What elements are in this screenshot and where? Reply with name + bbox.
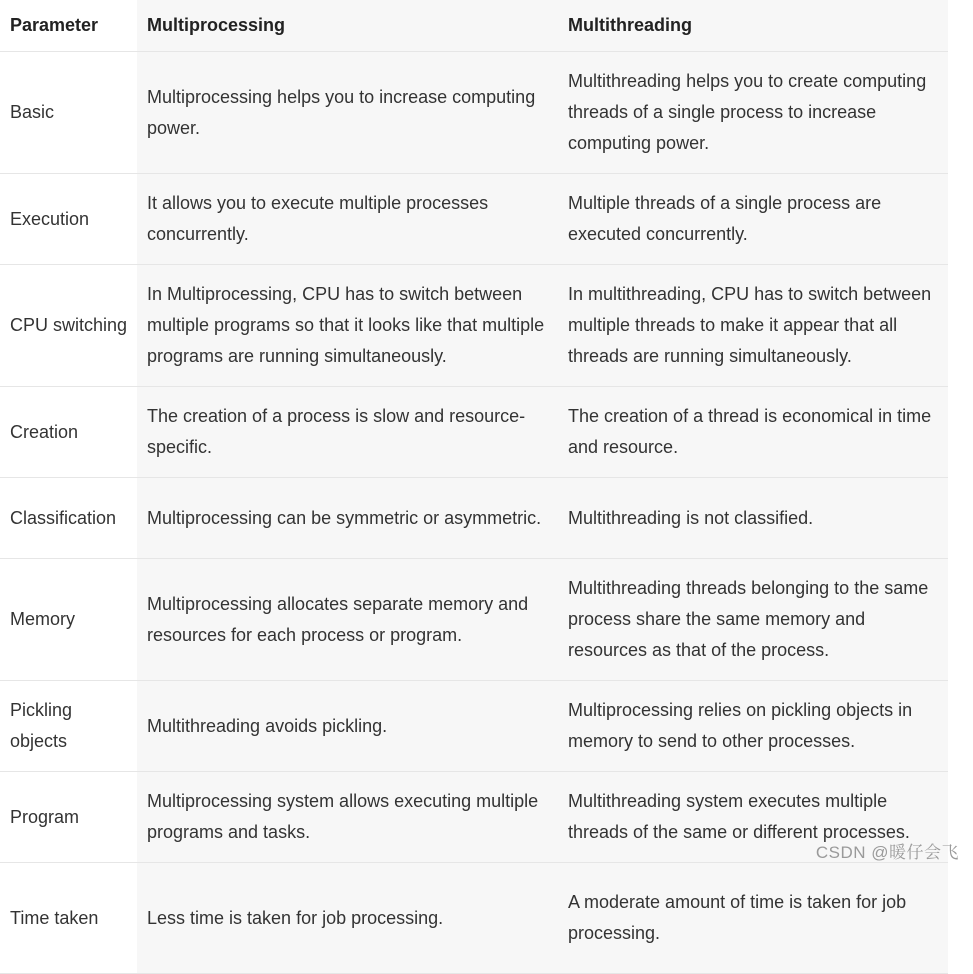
cell-parameter: Memory [0, 559, 137, 681]
cell-multithreading: In multithreading, CPU has to switch between multiple threads to make it appear that all threads are running simultaneously. [558, 265, 948, 387]
header-multiprocessing: Multiprocessing [137, 0, 558, 52]
cell-multiprocessing: In Multiprocessing, CPU has to switch between multiple programs so that it looks like that multiple programs are running simultaneously. [137, 265, 558, 387]
cell-multithreading: Multiple threads of a single process are executed concurrently. [558, 174, 948, 265]
cell-parameter: Creation [0, 387, 137, 478]
table-row [0, 681, 948, 772]
cell-multiprocessing: It allows you to execute multiple processes concurrently. [137, 174, 558, 265]
header-parameter: Parameter [0, 0, 137, 52]
table-header [0, 0, 948, 52]
cell-multiprocessing: Multiprocessing allocates separate memory and resources for each process or program. [137, 559, 558, 681]
watermark: CSDN @暖仔会飞 [815, 843, 959, 862]
cell-multiprocessing: Less time is taken for job processing. [137, 863, 558, 974]
cell-multiprocessing: Multithreading avoids pickling. [137, 681, 558, 772]
cell-parameter: Pickling objects [0, 681, 137, 772]
cell-multithreading: Multithreading is not classified. [558, 478, 948, 559]
table-row [0, 174, 948, 265]
table-row [0, 265, 948, 387]
table-row [0, 478, 948, 559]
header-row [0, 0, 948, 52]
table-row [0, 863, 948, 974]
table-row [0, 772, 948, 863]
cell-parameter: Execution [0, 174, 137, 265]
cell-multithreading: Multithreading threads belonging to the same process share the same memory and resources as that of the process. [558, 559, 948, 681]
cell-parameter: Program [0, 772, 137, 863]
table-body [0, 52, 948, 974]
cell-parameter: Classification [0, 478, 137, 559]
cell-multithreading: Multithreading system executes multiple threads of the same or different processes. [558, 772, 948, 863]
cell-multithreading: The creation of a thread is economical in time and resource. [558, 387, 948, 478]
table-row [0, 387, 948, 478]
cell-multiprocessing: Multiprocessing helps you to increase computing power. [137, 52, 558, 174]
cell-multithreading: A moderate amount of time is taken for job processing. [558, 863, 948, 974]
cell-parameter: CPU switching [0, 265, 137, 387]
cell-multithreading: Multiprocessing relies on pickling objects in memory to send to other processes. [558, 681, 948, 772]
cell-multiprocessing: The creation of a process is slow and resource-specific. [137, 387, 558, 478]
table-row [0, 559, 948, 681]
cell-multithreading: Multithreading helps you to create computing threads of a single process to increase computing power. [558, 52, 948, 174]
header-multithreading: Multithreading [558, 0, 948, 52]
cell-parameter: Basic [0, 52, 137, 174]
cell-parameter: Time taken [0, 863, 137, 974]
cell-multiprocessing: Multiprocessing system allows executing multiple programs and tasks. [137, 772, 558, 863]
cell-multiprocessing: Multiprocessing can be symmetric or asymmetric. [137, 478, 558, 559]
table-row [0, 52, 948, 174]
